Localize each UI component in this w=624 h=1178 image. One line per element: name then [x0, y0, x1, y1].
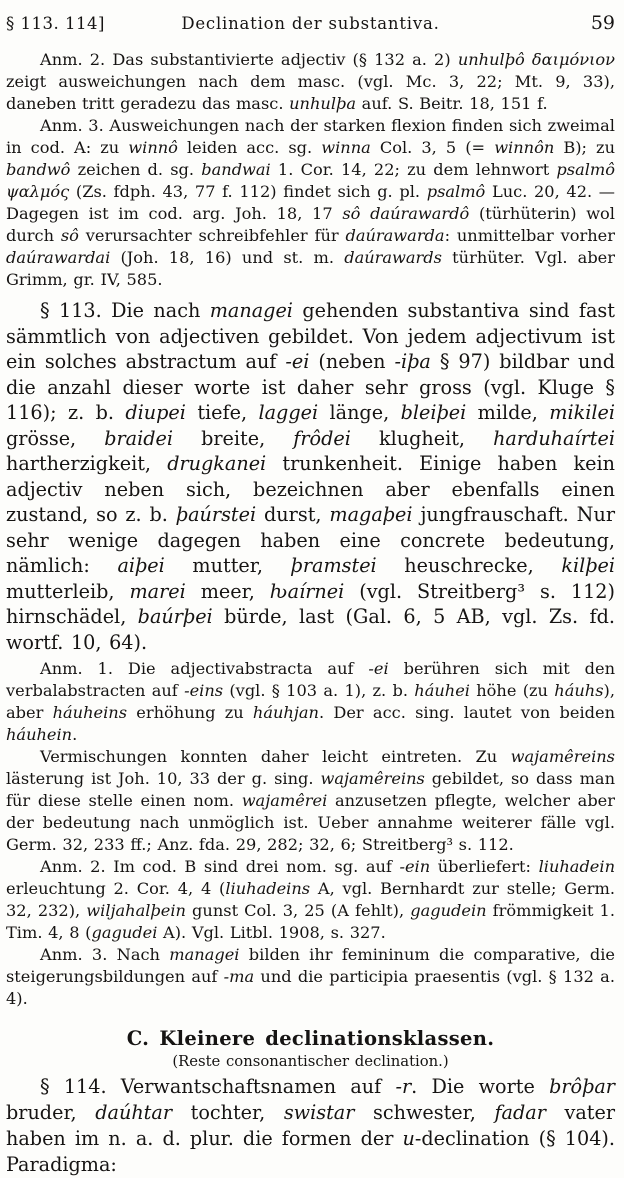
page-header [6, 13, 615, 34]
paragraph-section-114: § 114. Verwantschaftsnamen auf -r. Die worte brôþar bruder, daúhtar tochter, swistar schwester, fadar vater haben im n. a. d. plur. die formen der u-declination (§ 104). Paradigma: [6, 1075, 616, 1176]
paragraph-section-113: § 113. Die nach managei gehenden substantiva sind fast sämmtlich von adjectiven gebildet. Von jedem adjectivum ist ein solches abstractum auf -ei (neben -iþa § 97) bildbar und die anzahl dieser worte ist daher sehr gross (vgl. Kluge § 116); z. b. diupei tiefe, laggei länge, bleiþei milde, mikilei grösse, braidei breite, frôdei klugheit, harduhaírtei hartherzigkeit, drugkanei trunkenheit. Einige haben kein adjectiv neben sich, bezeichnen aber ebenfalls einen zustand, so z. b. þaúrstei durst, magaþei jungfrauschaft. Nur sehr wenige dagegen haben eine concrete bedeutung, nämlich: aiþei mutter, þramstei heuschrecke, kilþei mutterleib, marei meer, ƕaírnei (vgl. Streitberg³ s. 112) hirnschädel, baúrþei bürde, last (Gal. 6, 5 AB, vgl. Zs. fd. wortf. 10, 64). [6, 299, 615, 654]
header-section-ref: § 113. 114] [6, 14, 105, 33]
paragraph-anm3-top: Anm. 3. Ausweichungen nach der starken flexion finden sich zweimal in cod. A: zu winnô leiden acc. sg. winna Col. 3, 5 (= winnôn B); zu bandwô zeichen d. sg. bandwai 1. Cor. 14, 22; zu dem lehnwort psalmô ψαλμός (Zs. fdph. 43, 77 f. 112) findet sich g. pl. psalmô Luc. 20, 42. — Dagegen ist im cod. arg. Joh. 18, 17 sô daúrawardô (türhüterin) wol durch sô verursachter schreibfehler für daúrawarda: unmittelbar vorher daúrawardai (Joh. 18, 16) und st. m. daúrawards türhüter. Vgl. aber Grimm, gr. IV, 585. [6, 116, 616, 289]
paragraph-anm2-top: Anm. 2. Das substantivierte adjectiv (§ 132 a. 2) unhulþô δαιμόνιον zeigt ausweichungen nach dem masc. (vgl. Mc. 3, 22; Mt. 9, 33), daneben tritt geradezu das masc. unhulþa auf. S. Beitr. 18, 151 f. [6, 50, 615, 113]
header-running-title: Declination der substantiva. [181, 14, 440, 33]
section-subheading: (Reste consonantischer declination.) [172, 1053, 449, 1070]
paragraph-anm1: Anm. 1. Die adjectivabstracta auf -ei berühren sich mit den verbalabstracten auf -eins (vgl. § 103 a. 1), z. b. háuhei höhe (zu háuhs), aber háuheins erhöhung zu háuhjan. Der acc. sing. lautet von beiden háuhein. [6, 659, 615, 744]
paragraph-vermischungen: Vermischungen konnten daher leicht eintreten. Zu wajamêreins lästerung ist Joh. 10, 33 der g. sing. wajamêreins gebildet, so dass man für diese stelle einen nom. wajamêrei anzusetzen pflegte, welcher aber der bedeutung nach unmöglich ist. Ueber annahme weiterer fälle vgl. Germ. 32, 233 ff.; Anz. fda. 29, 282; 32, 6; Streitberg³ s. 112. [6, 747, 616, 854]
header-page-number: 59 [590, 12, 615, 34]
paragraph-anm3-bottom: Anm. 3. Nach managei bilden ihr femininum die comparative, die steigerungsbildungen auf -ma und die participia praesentis (vgl. § 132 a. 4). [6, 945, 615, 1008]
section-heading: C. Kleinere declinationsklassen. [126, 1027, 495, 1050]
paragraph-anm2-bottom: Anm. 2. Im cod. B sind drei nom. sg. auf -ein überliefert: liuhadein erleuchtung 2. Cor. 4, 4 (liuhadeins A, vgl. Bernhardt zur stelle; Germ. 32, 232), wiljahalþein gunst Col. 3, 25 (A fehlt), gagudein frömmigkeit 1. Tim. 4, 8 (gagudei A). Vgl. Litbl. 1908, s. 327. [6, 857, 615, 942]
